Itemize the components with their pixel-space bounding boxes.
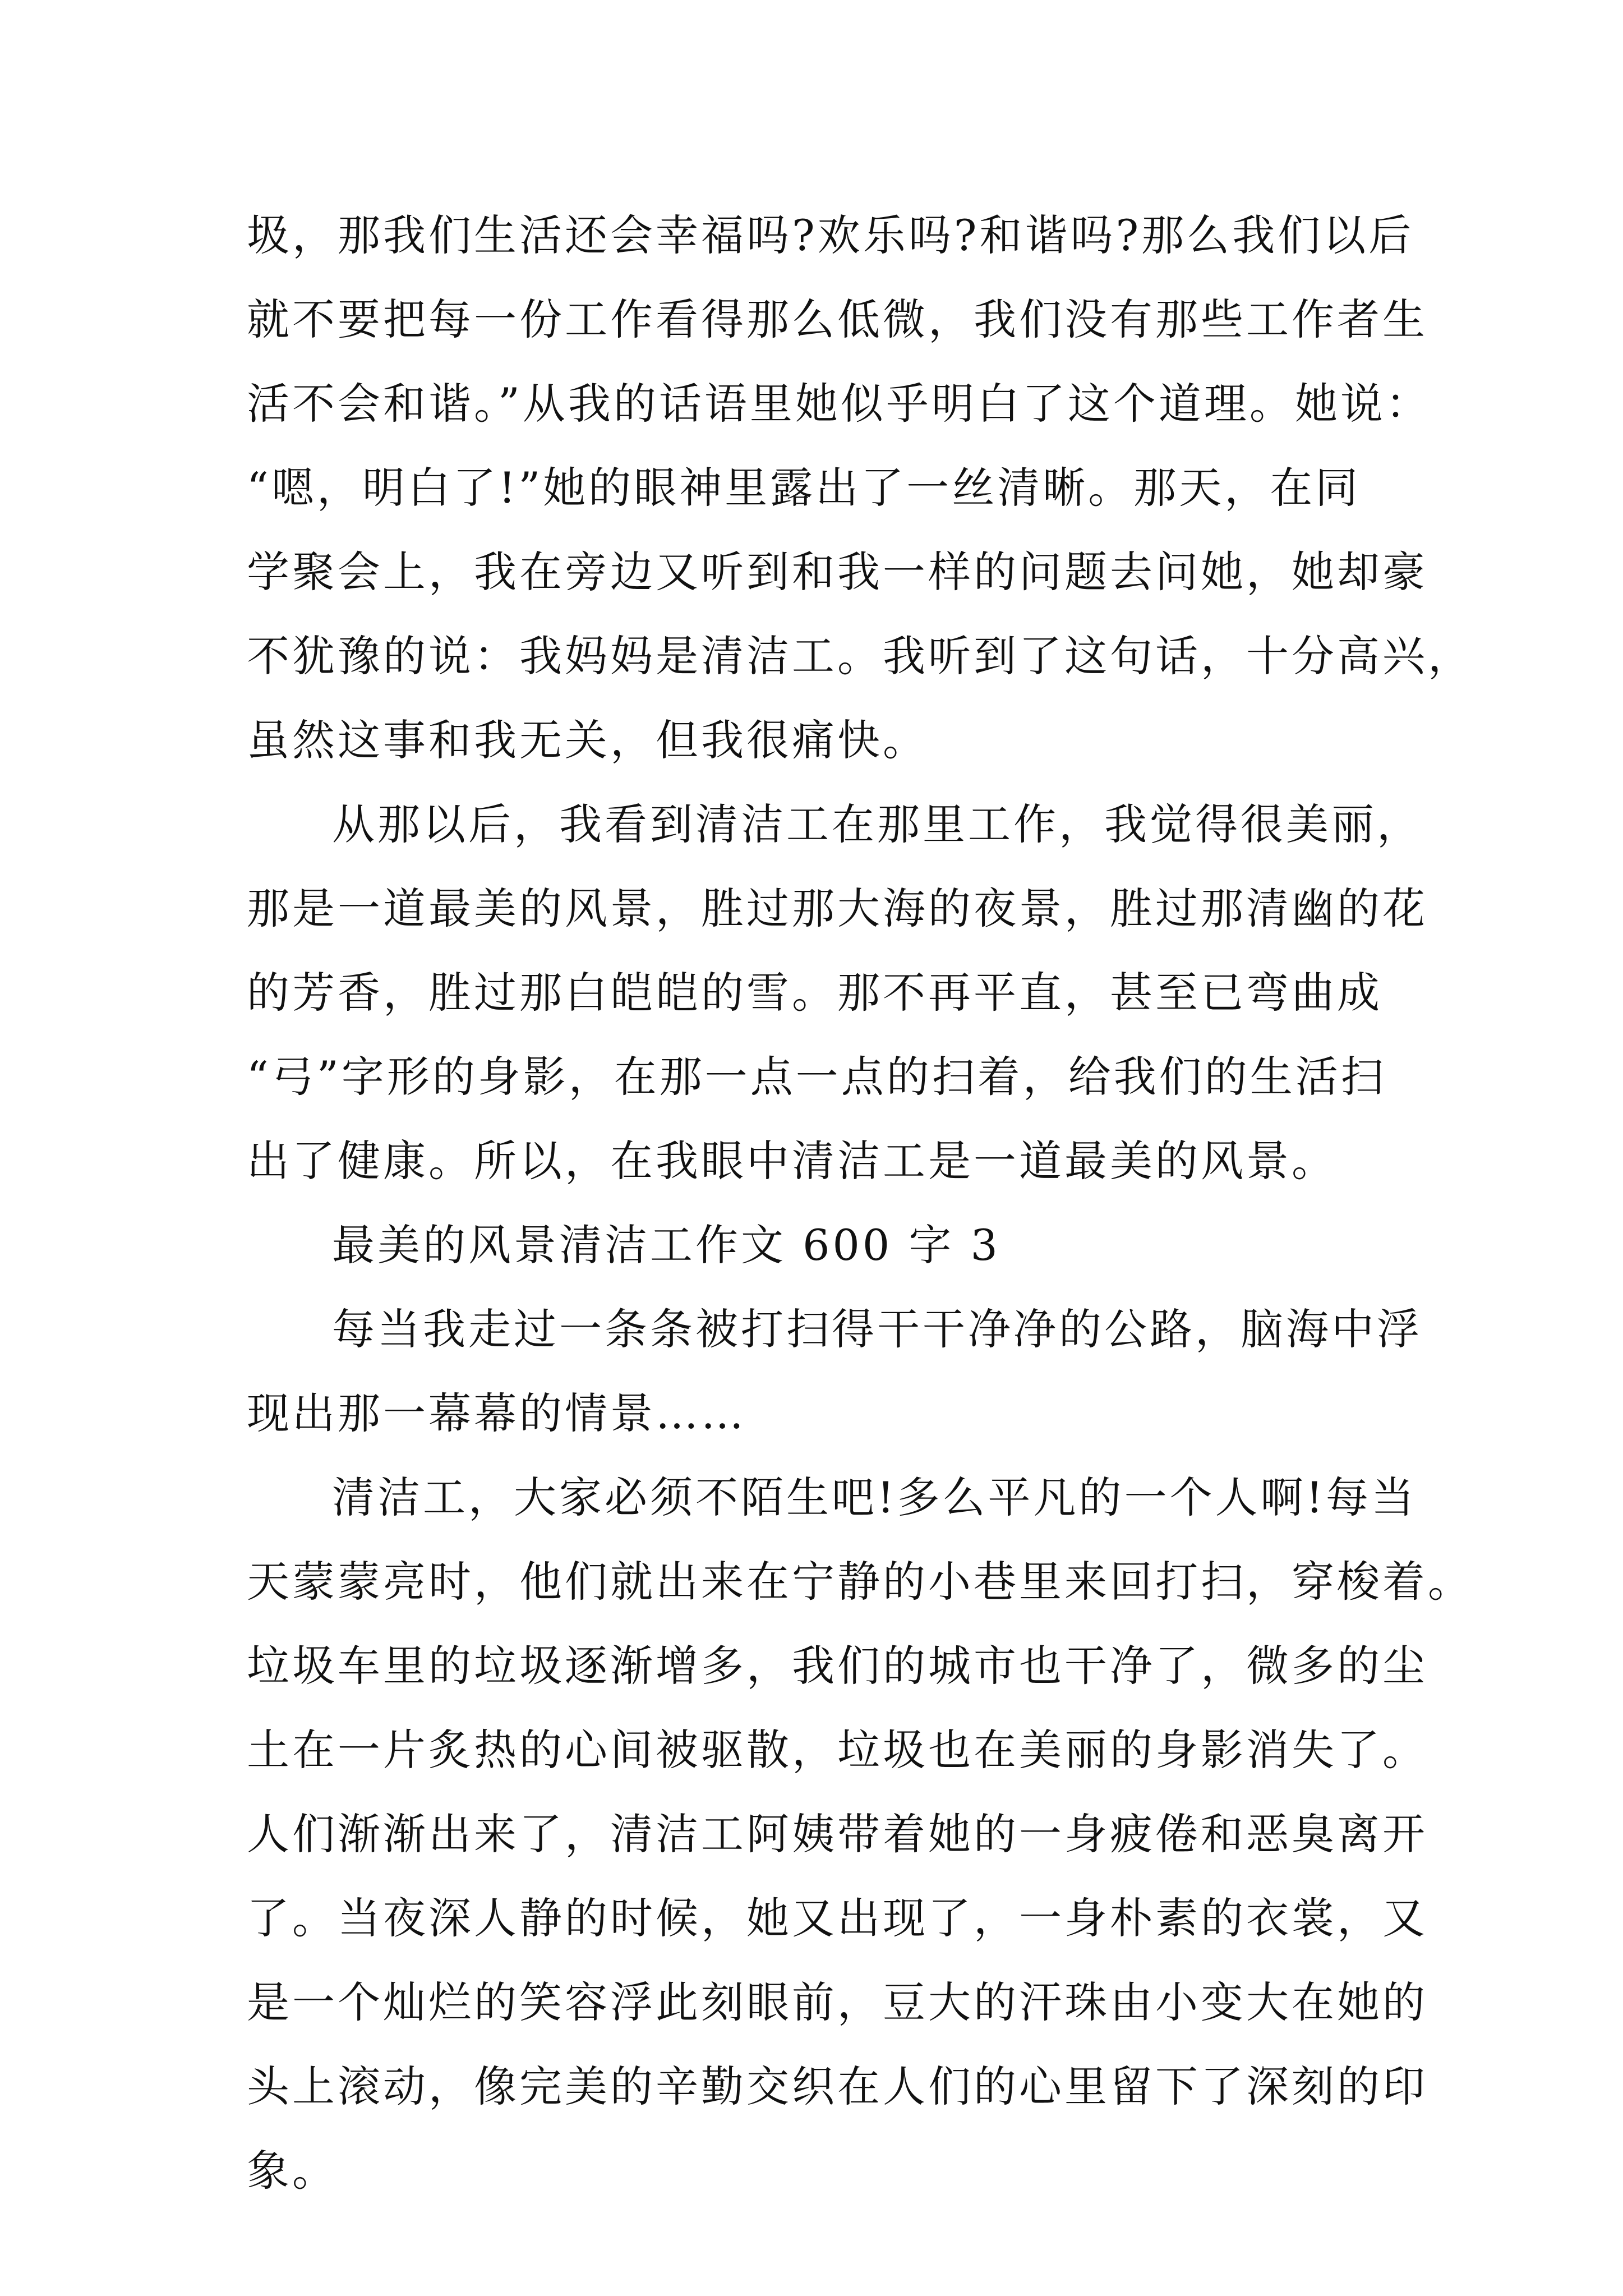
text-line: 头上滚动，像完美的辛勤交织在人们的心里留下了深刻的印 [247, 2062, 1428, 2111]
text-line: 现出那一幕幕的情景…… [247, 1388, 746, 1438]
text-line: 活不会和谐。”从我的话语里她似乎明白了这个道理。她说： [247, 379, 1431, 429]
text-line: 垃圾车里的垃圾逐渐增多，我们的城市也干净了，微多的尘 [247, 1641, 1428, 1691]
text-line: 那是一道最美的风景，胜过那大海的夜景，胜过那清幽的花 [247, 884, 1428, 933]
document-body [247, 194, 1473, 2213]
text-line: 了。当夜深人静的时候，她又出现了，一身朴素的衣裳，又 [247, 1893, 1428, 1943]
text-line: 是一个灿烂的笑容浮此刻眼前，豆大的汗珠由小变大在她的 [247, 1977, 1428, 2027]
text-line: 圾，那我们生活还会幸福吗?欢乐吗?和谐吗?那么我们以后 [247, 210, 1414, 260]
text-line: 出了健康。所以，在我眼中清洁工是一道最美的风景。 [247, 1136, 1337, 1186]
text-line: 就不要把每一份工作看得那么低微，我们没有那些工作者生 [247, 295, 1428, 344]
text-line: 不犹豫的说：我妈妈是清洁工。我听到了这句话，十分高兴， [247, 631, 1473, 681]
text-line: 象。 [247, 2146, 338, 2196]
text-line: 的芳香，胜过那白皑皑的雪。那不再平直，甚至已弯曲成 [247, 968, 1382, 1018]
section-heading: 最美的风景清洁工作文 600 字 3 [332, 1220, 1000, 1270]
paragraph-start-line: 每当我走过一条条被打扫得干干净净的公路，脑海中浮 [332, 1304, 1422, 1354]
paragraph-start-line: 清洁工，大家必须不陌生吧!多么平凡的一个人啊!每当 [332, 1473, 1417, 1522]
text-line: 虽然这事和我无关，但我很痛快。 [247, 715, 928, 765]
text-line: 学聚会上，我在旁边又听到和我一样的问题去问她，她却豪 [247, 547, 1428, 597]
paragraph-start-line: 从那以后，我看到清洁工在那里工作，我觉得很美丽， [332, 799, 1422, 849]
text-line: “弓”字形的身影，在那一点一点的扫着，给我们的生活扫 [247, 1052, 1386, 1102]
text-line: “嗯，明白了!”她的眼神里露出了一丝清晰。那天，在同 [247, 463, 1361, 513]
text-line: 人们渐渐出来了，清洁工阿姨带着她的一身疲倦和恶臭离开 [247, 1809, 1428, 1859]
text-line: 天蒙蒙亮时，他们就出来在宁静的小巷里来回打扫，穿梭着。 [247, 1557, 1473, 1607]
text-line: 土在一片炙热的心间被驱散，垃圾也在美丽的身影消失了。 [247, 1725, 1428, 1775]
